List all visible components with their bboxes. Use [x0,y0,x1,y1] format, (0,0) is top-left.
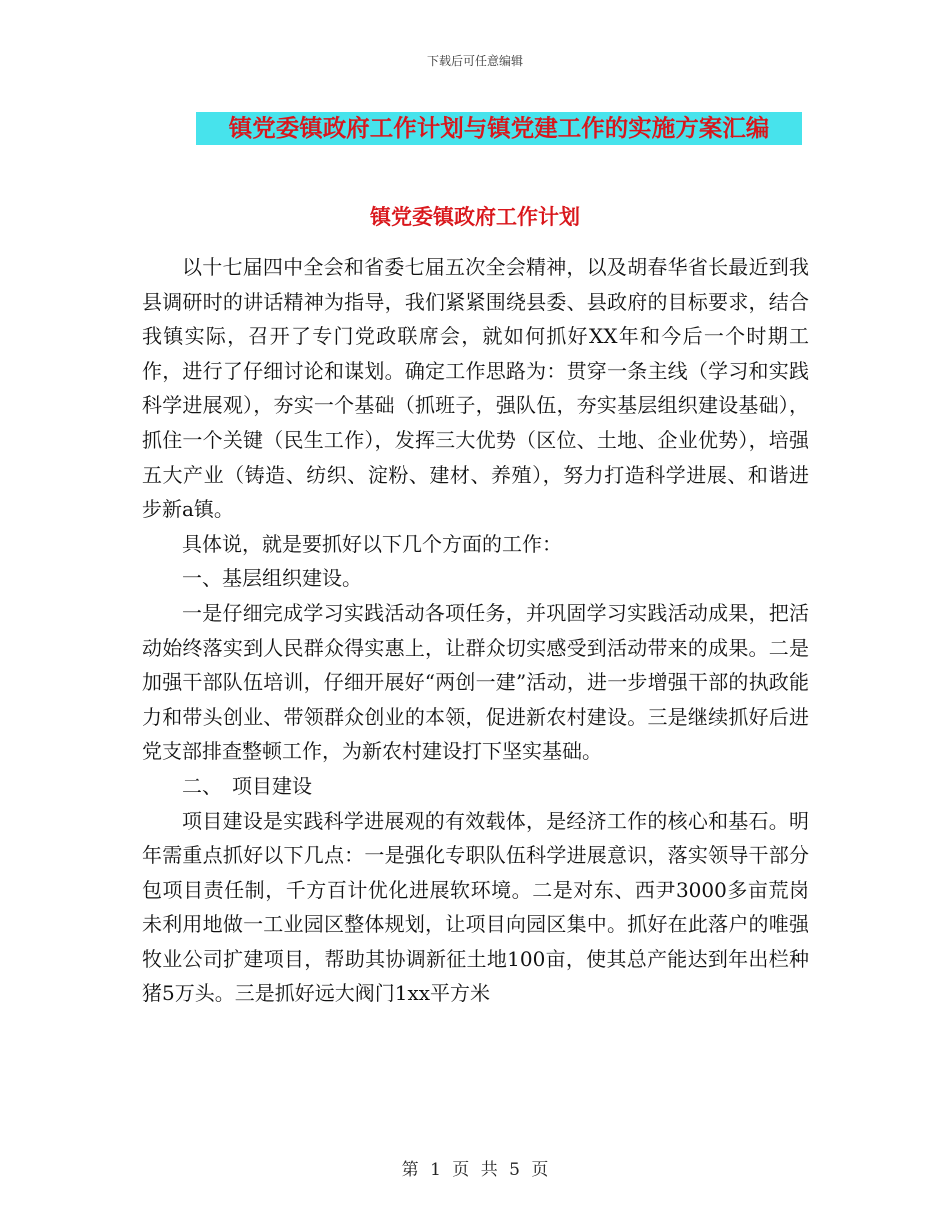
paragraph: 具体说，就是要抓好以下几个方面的工作： [182,531,562,556]
paragraph: 项目建设是实践科学进展观的有效载体，是经济工作的核心和基石。明年需重点抓好以下几点：一是强化专职队伍科学进展意识，落实领导干部分包项目责任制，千方百计优化进展软环境。二是对东、西尹3000多亩荒岗未利用地做一工业园区整体规划，让项目向园区集中。抓好在此落户的唯强牧业公司扩建项目，帮助其协调新征土地100亩，使其总产能达到年出栏种猪5万头。三是抓好远大阀门1xx平方米 [142,808,809,1006]
document-body [142,250,809,1011]
section-heading: 一、基层组织建设。 [182,566,362,591]
section-title: 镇党委镇政府工作计划 [370,204,580,229]
paragraph: 一是仔细完成学习实践活动各项任务，并巩固学习实践活动成果，把活动始终落实到人民群众得实惠上，让群众切实感受到活动带来的成果。二是加强干部队伍培训，仔细开展好“两创一建”活动，进一步增强干部的执政能力和带头创业、带领群众创业的本领，促进新农村建设。三是继续抓好后进党支部排查整顿工作，为新农村建设打下坚实基础。 [142,600,809,764]
header-note: 下载后可任意编辑 [426,54,523,68]
section-heading: 二、 项目建设 [182,773,312,798]
paragraph: 以十七届四中全会和省委七届五次全会精神，以及胡春华省长最近到我县调研时的讲话精神为指导，我们紧紧围绕县委、县政府的目标要求，结合我镇实际，召开了专门党政联席会，就如何抓好XX年和今后一个时期工作，进行了仔细讨论和谋划。确定工作思路为：贯穿一条主线（学习和实践科学进展观），夯实一个基础（抓班子，强队伍，夯实基层组织建设基础），抓住一个关键（民生工作），发挥三大优势（区位、土地、企业优势），培强五大产业（铸造、纺织、淀粉、建材、养殖），努力打造科学进展、和谐进步新a镇。 [142,255,809,522]
page-number-footer: 第 1 页 共 5 页 [401,1160,549,1180]
document-title: 镇党委镇政府工作计划与镇党建工作的实施方案汇编 [196,112,802,145]
